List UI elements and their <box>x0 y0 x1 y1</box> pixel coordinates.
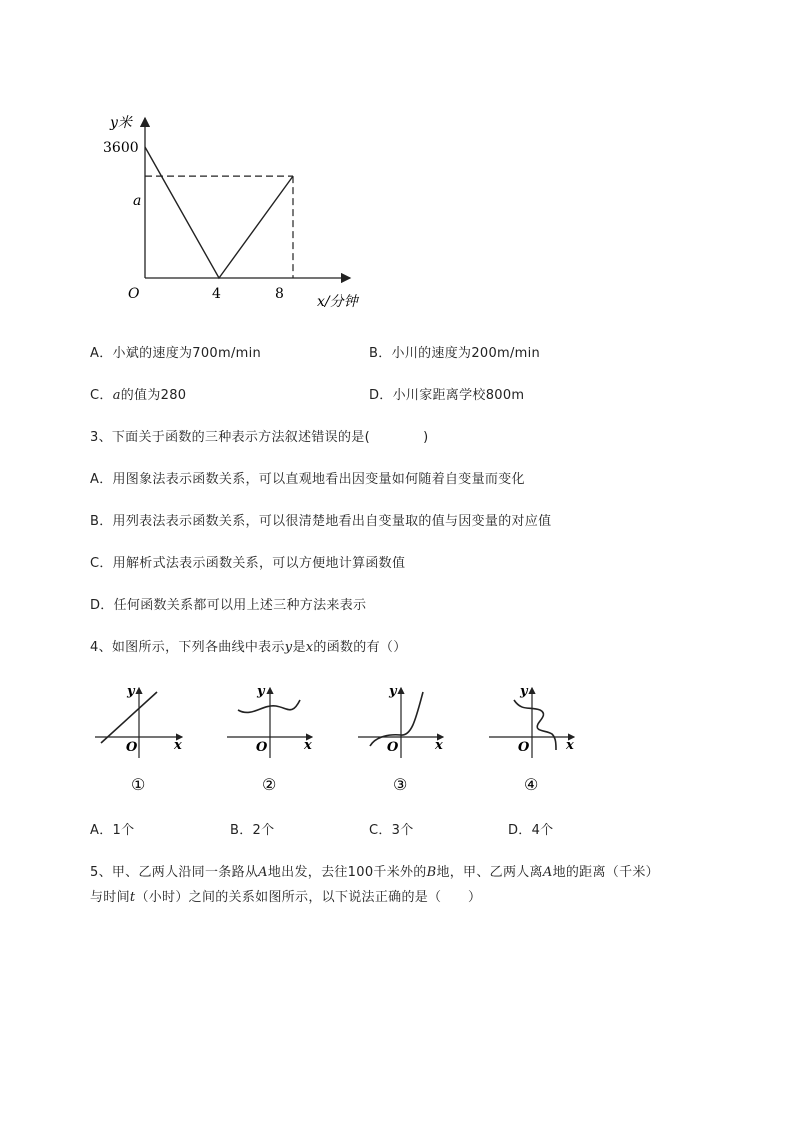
y-tick-3600: 3600 <box>103 140 139 156</box>
q4-option-a: A．1个 <box>90 823 135 838</box>
svg-text:x: x <box>304 738 312 753</box>
q2-option-b: B．小川的速度为200m/min <box>369 346 541 361</box>
graph-1 <box>95 684 182 794</box>
q2-option-d: D．小川家距离学校800m <box>369 388 525 403</box>
graph-number-3: ③ <box>393 775 408 794</box>
x-axis-label: x/分钟 <box>317 294 358 310</box>
graph-1-curve <box>101 692 157 743</box>
y-axis-label: y米 <box>110 115 132 131</box>
graph-number-2: ② <box>262 775 277 794</box>
distance-time-chart <box>100 110 380 315</box>
q2-option-a: A．小斌的速度为700m/min <box>90 346 262 361</box>
q3-option-c: C．用解析式法表示函数关系，可以方便地计算函数值 <box>90 556 406 571</box>
x-tick-8: 8 <box>275 286 284 302</box>
svg-text:y: y <box>520 684 528 699</box>
q4-stem: 4、如图所示，下列各曲线中表示y是x的函数的有（） <box>90 640 407 655</box>
q5-stem-line2: 与时间t（小时）之间的关系如图所示，以下说法正确的是（ ） <box>90 890 482 905</box>
svg-text:x: x <box>435 738 443 753</box>
q4-option-d: D．4个 <box>508 823 554 838</box>
graph-number-4: ④ <box>524 775 539 794</box>
svg-text:x: x <box>566 738 574 753</box>
q3-stem: 3、下面关于函数的三种表示方法叙述错误的是( ) <box>90 430 429 445</box>
y-tick-a: a <box>133 193 142 209</box>
svg-text:y: y <box>127 684 135 699</box>
graph-number-1: ① <box>131 775 146 794</box>
q3-option-d: D．任何函数关系都可以用上述三种方法来表示 <box>90 598 367 613</box>
svg-text:y: y <box>389 684 397 699</box>
graph-3 <box>358 684 443 794</box>
x-tick-4: 4 <box>212 286 221 302</box>
svg-text:O: O <box>518 740 530 755</box>
q4-option-c: C．3个 <box>369 823 414 838</box>
series-line <box>145 147 293 278</box>
origin-label: O <box>128 286 140 302</box>
graph-2-curve <box>238 700 300 712</box>
svg-text:y: y <box>257 684 265 699</box>
q3-option-b: B．用列表法表示函数关系，可以很清楚地看出自变量取的值与因变量的对应值 <box>90 514 552 529</box>
q3-option-a: A．用图象法表示函数关系，可以直观地看出因变量如何随着自变量而变化 <box>90 472 525 487</box>
svg-text:O: O <box>387 740 399 755</box>
svg-text:O: O <box>256 740 268 755</box>
graph-4 <box>489 684 574 794</box>
q4-graphs <box>90 680 590 798</box>
graph-2 <box>227 684 312 794</box>
svg-text:O: O <box>126 740 138 755</box>
svg-text:x: x <box>174 738 182 753</box>
q5-stem-line1: 5、甲、乙两人沿同一条路从A地出发，去往100千米外的B地，甲、乙两人离A地的距离（千米） <box>90 865 659 880</box>
graph-3-curve <box>370 692 423 746</box>
q4-option-b: B．2个 <box>230 823 275 838</box>
q2-option-c: C．a的值为280 <box>90 388 187 403</box>
